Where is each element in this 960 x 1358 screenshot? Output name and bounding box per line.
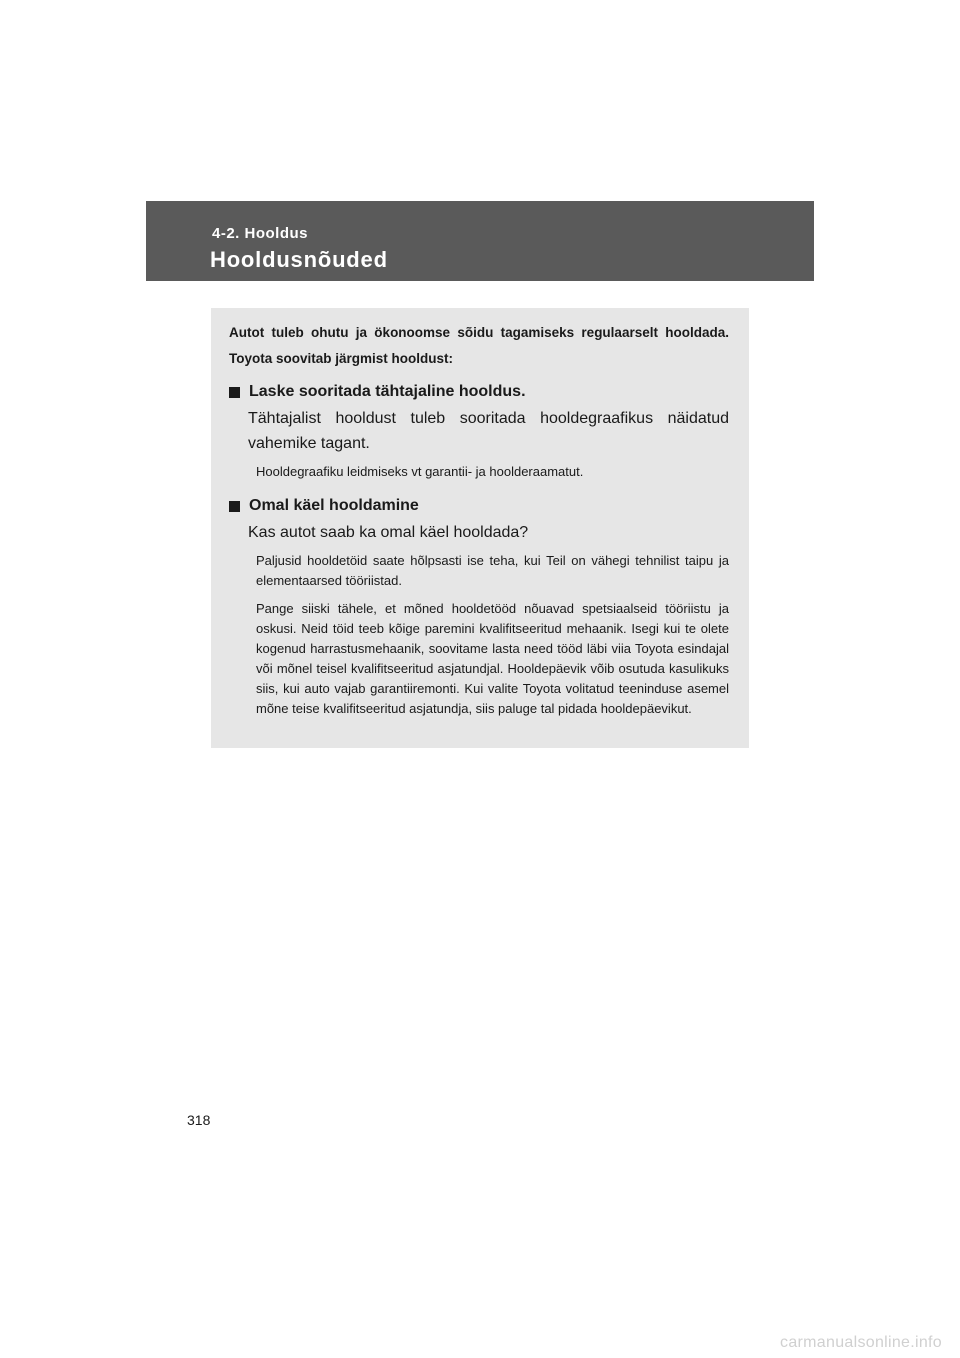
item-diy-maintenance (229, 494, 729, 719)
item-scheduled-maintenance (229, 380, 729, 482)
page-number: 318 (187, 1112, 211, 1128)
item-heading-text: Omal käel hooldamine (249, 497, 419, 514)
item-heading (229, 494, 729, 518)
square-bullet-icon (229, 387, 240, 398)
section-header-band (146, 201, 814, 281)
item-body: Tähtajalist hooldust tuleb sooritada hooldegraafikus näidatud vahemike tagant. (248, 410, 729, 452)
item-note: Paljusid hooldetöid saate hõlpsasti ise teha, kui Teil on vähegi tehnilist taipu ja elementaarsed tööriistad. (256, 553, 729, 588)
item-heading-text: Laske sooritada tähtajaline hooldus. (249, 383, 526, 400)
watermark: carmanualsonline.info (780, 1334, 942, 1351)
square-bullet-icon (229, 501, 240, 512)
section-label: 4-2. Hooldus (212, 225, 309, 242)
item-note: Hooldegraafiku leidmiseks vt garantii- ja hoolderaamatut. (256, 464, 584, 479)
item-heading (229, 380, 729, 404)
item-note: Pange siiski tähele, et mõned hooldetööd nõuavad spetsiaalseid tööriistu ja oskusi. Neid töid teeb kõige paremini kvalifitseeritud mehaanik. Isegi kui te olete kogenud harrastusmehaanik, soovitame lasta need tööd läbi viia Toyota esindajal või mõnel teisel kvalifitseeritud asjatundjal. Hooldepäevik võib osutuda kasulikuks siis, kui auto vajab garantiiremonti. Kui valite Toyota volitatud teeninduse asemel mõne teise kvalifitseeritud asjatundja, siis paluge tal pidada hooldepäevikut. (256, 601, 729, 716)
item-body: Kas autot saab ka omal käel hooldada? (248, 524, 529, 541)
intro-text: Autot tuleb ohutu ja ökonoomse sõidu tagamiseks regulaarselt hooldada. Toyota soovitab järgmist hooldust: (229, 325, 729, 366)
content-box (211, 308, 749, 748)
page-title: Hooldusnõuded (210, 247, 388, 272)
